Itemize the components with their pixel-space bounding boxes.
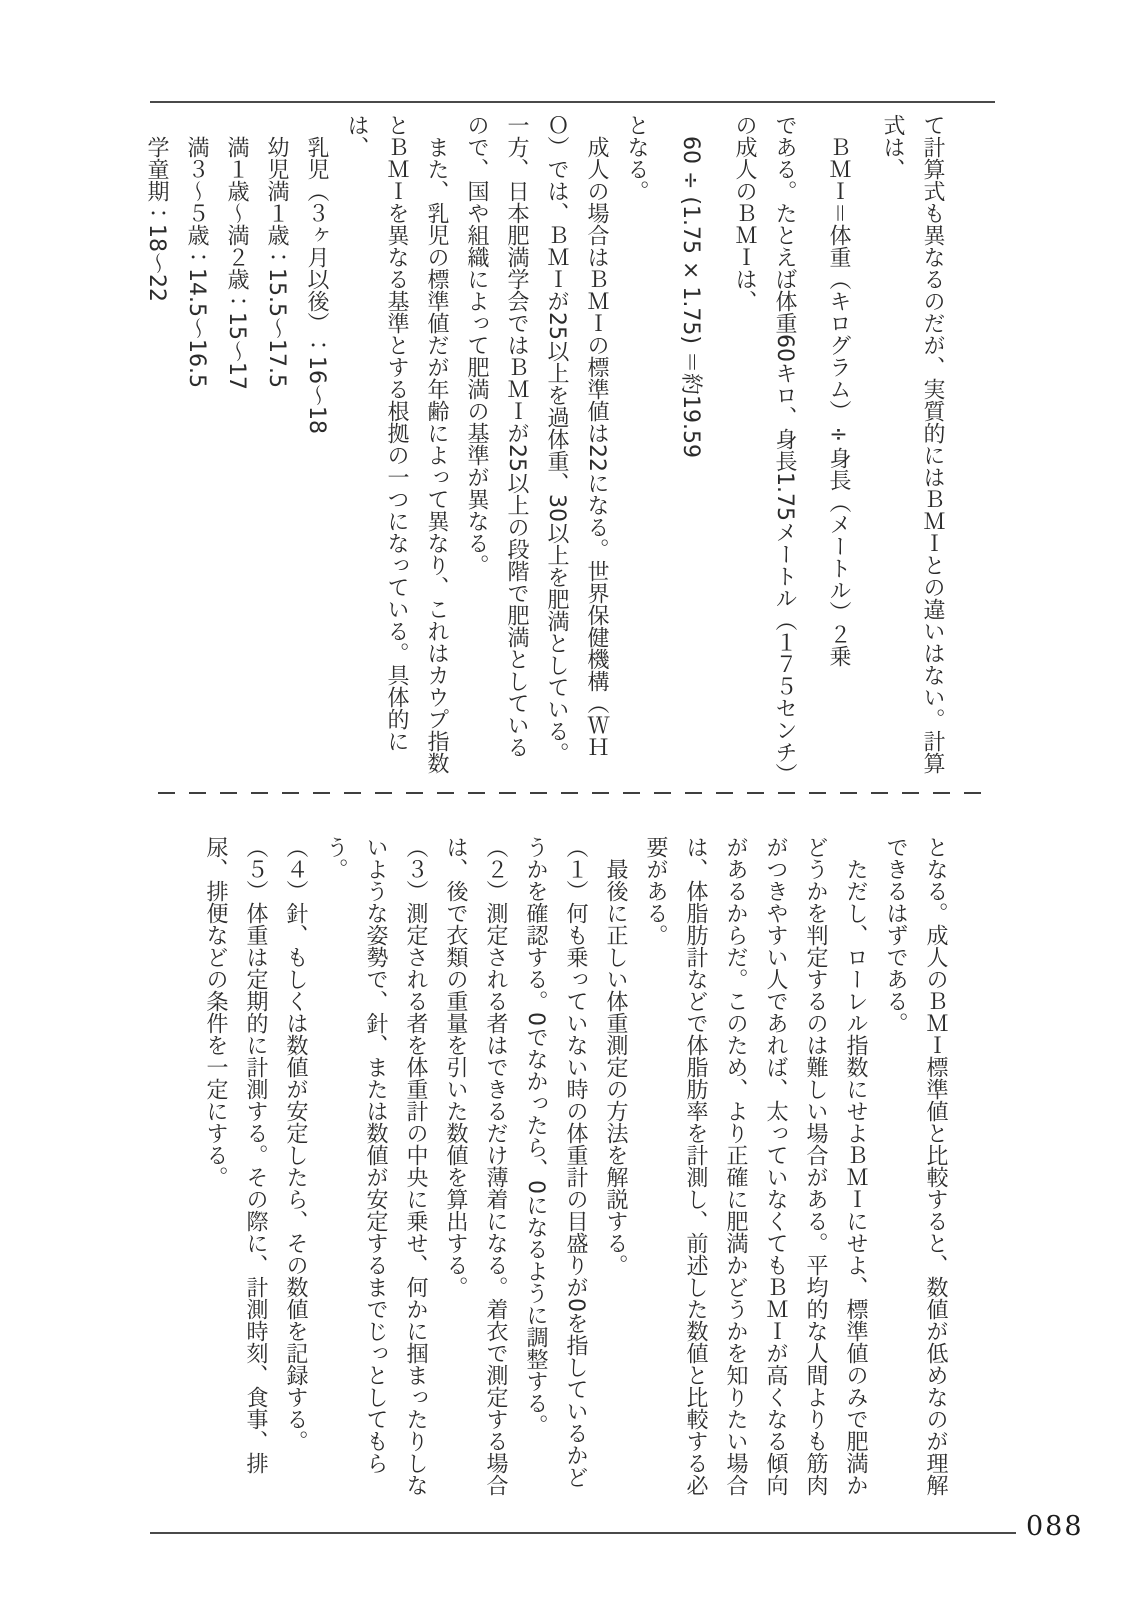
list-item-age-1-2: 満１歳～満２歳：15～17	[224, 136, 249, 390]
top-rule	[150, 101, 995, 103]
page-number: 088	[1026, 1511, 1084, 1542]
list-item-age-3-5: 満３～５歳：14.5～16.5	[184, 136, 209, 388]
numbered-item-4: （４）針、もしくは数値が安定したら、その数値を記録する。	[283, 836, 308, 1452]
paragraph-example: である。たとえば体重60キロ、身長1.75メートル（１７５センチ）の成人のＢＭＩは、	[732, 114, 797, 774]
numbered-item-1: （１）何も乗っていない時の体重計の目盛りが0を指しているかどうかを確認する。0でなかったら、0になるように調整する。	[523, 836, 588, 1488]
bottom-half-text	[195, 836, 955, 1496]
paragraph-measurement-intro: 最後に正しい体重測定の方法を解説する。	[603, 858, 628, 1276]
top-half-text	[136, 114, 952, 778]
numbered-item-3: （３）測定される者を体重計の中央に乗せ、何かに掴まったりしないような姿勢で、針、または数値が安定するまでじっとしてもらう。	[323, 836, 428, 1496]
formula-bmi-definition: ＢＭＩ＝体重（キログラム）÷身長（メートル）２乗	[826, 136, 851, 668]
formula-bmi-calculation: 60 ÷ (1.75 × 1.75) ＝約19.59	[678, 136, 703, 458]
numbered-item-5: （５）体重は定期的に計測する。その際に、計測時刻、食事、排尿、排便などの条件を一定にする。	[203, 836, 268, 1474]
list-item-school-age: 学童期：18～22	[144, 136, 169, 302]
list-item-infant: 乳児（３ヶ月以後）：16～18	[304, 136, 329, 434]
bottom-rule	[150, 1532, 1016, 1534]
paragraph-result: となる。	[624, 114, 649, 202]
dashed-fold-divider	[158, 792, 990, 794]
paragraph-infant-standard: また、乳児の標準値だが年齢によって異なり、これはカウプ指数とＢＭＩを異なる基準とする根拠の一つになっている。具体的には、	[344, 114, 449, 774]
paragraph-caveat: ただし、ローレル指数にせよＢＭＩにせよ、標準値のみで肥満かどうかを判定するのは難しい場合がある。平均的な人間よりも筋肉がつきやすい人であれば、太っていなくてもＢＭＩが高くなる傾向があるからだ。このため、より正確に肥満かどうかを知りたい場合は、体脂肪計などで体脂肪率を計測し、前述した数値と比較する必要がある。	[643, 836, 868, 1496]
paragraph-comparison: となる。成人のＢＭＩ標準値と比較すると、数値が低めなのが理解できるはずである。	[883, 836, 948, 1496]
paragraph-calc-intro: て計算式も異なるのだが、実質的にはＢＭＩとの違いはない。計算式は、	[880, 114, 945, 774]
list-item-toddler-1: 幼児満１歳：15.5～17.5	[264, 136, 289, 388]
numbered-item-2: （２）測定される者はできるだけ薄着になる。着衣で測定する場合は、後で衣類の重量を引いた数値を算出する。	[443, 836, 508, 1496]
paragraph-adult-standard: 成人の場合はＢＭＩの標準値は22になる。世界保健機構（ＷＨＯ）では、ＢＭＩが25以上を過体重、30以上を肥満としている。一方、日本肥満学会ではＢＭＩが25以上の段階で肥満としているので、国や組織によって肥満の基準が異なる。	[464, 114, 609, 764]
